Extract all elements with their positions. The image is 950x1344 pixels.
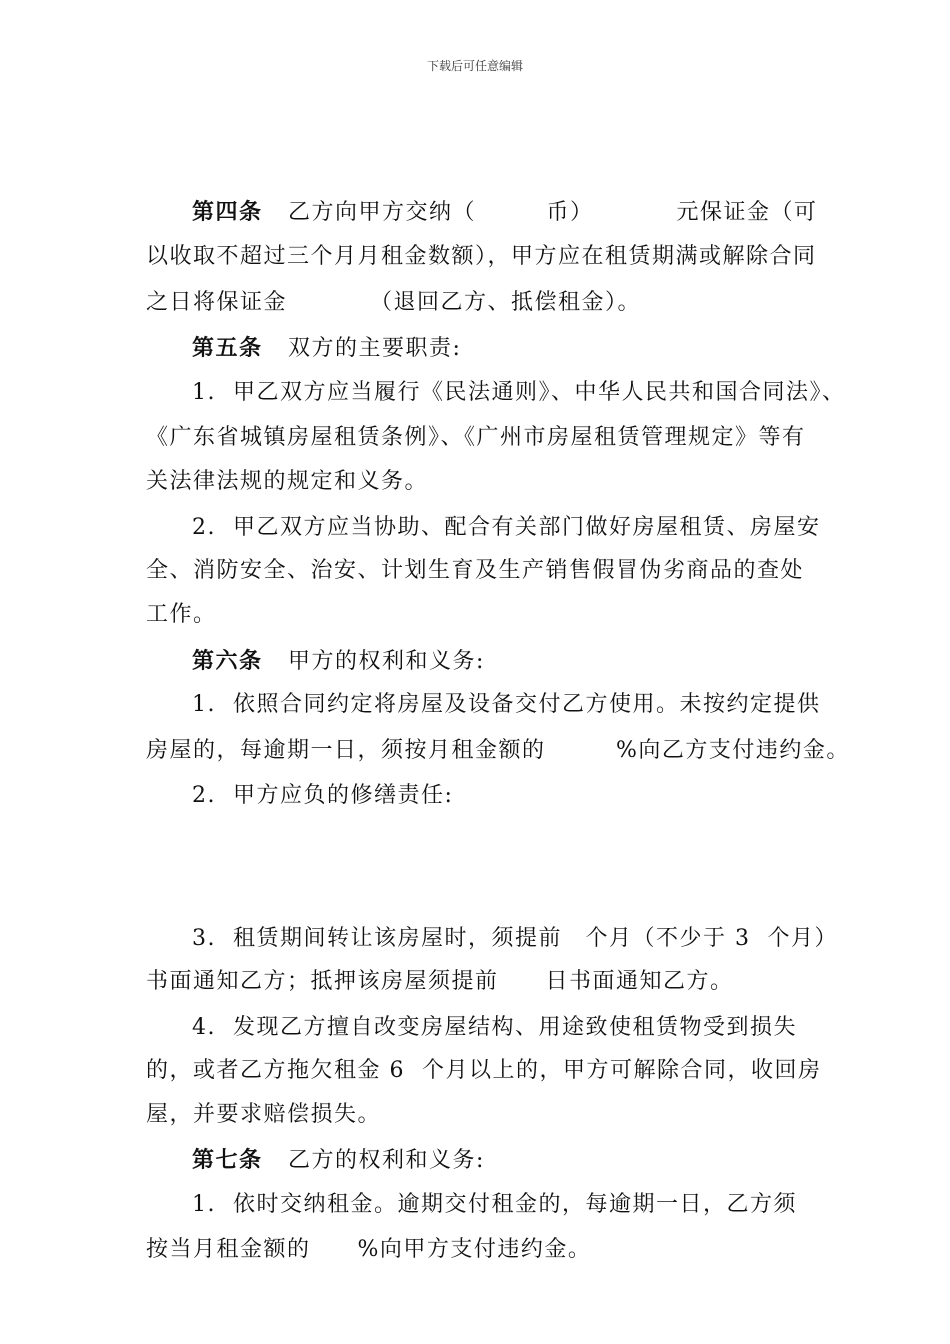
article-6-item-3-line-1: 3. 租赁期间转让该房屋时，须提前 个月（不少于 3 个月） (192, 926, 838, 951)
article-6-heading: 第六条 (192, 648, 263, 674)
article-5-item-2-line-2: 全、消防安全、治安、计划生育及生产销售假冒伪劣商品的查处 (146, 558, 805, 583)
article-5-item-1-line-2: 《广东省城镇房屋租赁条例》、《广州市房屋租赁管理规定》等有 (146, 425, 806, 450)
article-6-item-4-line-3: 屋，并要求赔偿损失。 (146, 1102, 382, 1127)
article-5-heading: 第五条 (192, 335, 263, 361)
article-4-line-2: 以收取不超过三个月月租金数额），甲方应在租赁期满或解除合同 (146, 244, 817, 269)
article-6-item-2-line-1: 2. 甲方应负的修缮责任: (192, 783, 454, 808)
article-7-heading: 第七条 (192, 1147, 263, 1173)
article-5-item-2-line-3: 工作。 (146, 602, 217, 627)
article-7-item-1-line-2: 按当月租金额的 %向甲方支付违约金。 (146, 1237, 592, 1262)
article-7-line-1 (192, 1145, 485, 1176)
article-6-line-1 (192, 646, 485, 677)
article-4-heading: 第四条 (192, 199, 263, 225)
article-4-text: 乙方向甲方交纳（ 币） 元保证金（可 (288, 200, 818, 225)
article-7-text: 乙方的权利和义务: (288, 1148, 485, 1173)
article-6-item-1-line-1: 1. 依照合同约定将房屋及设备交付乙方使用。未按约定提供 (192, 692, 821, 717)
article-5-item-1-line-1: 1. 甲乙双方应当履行《民法通则》、中华人民共和国合同法》、 (192, 380, 846, 405)
article-5-item-2-line-1: 2. 甲乙双方应当协助、配合有关部门做好房屋租赁、房屋安 (192, 515, 821, 540)
article-5-line-1 (192, 333, 461, 364)
article-6-item-4-line-2: 的，或者乙方拖欠租金 6 个月以上的，甲方可解除合同，收回房 (146, 1058, 822, 1083)
article-6-item-3-line-2: 书面通知乙方；抵押该房屋须提前 日书面通知乙方。 (146, 969, 734, 994)
article-5-text: 双方的主要职责: (288, 336, 462, 361)
article-4-line-3: 之日将保证金 （退回乙方、抵偿租金）。 (146, 290, 642, 315)
article-4-line-1 (192, 197, 818, 228)
article-5-item-1-line-3: 关法律法规的规定和义务。 (146, 469, 429, 494)
article-7-item-1-line-1: 1. 依时交纳租金。逾期交付租金的，每逾期一日，乙方须 (192, 1192, 797, 1217)
article-6-item-4-line-1: 4. 发现乙方擅自改变房屋结构、用途致使租赁物受到损失 (192, 1015, 797, 1040)
article-6-item-1-line-2: 房屋的，每逾期一日，须按月租金额的 %向乙方支付违约金。 (146, 738, 850, 763)
article-6-text: 甲方的权利和义务: (288, 649, 485, 674)
page-header: 下载后可任意编辑 (426, 59, 523, 73)
